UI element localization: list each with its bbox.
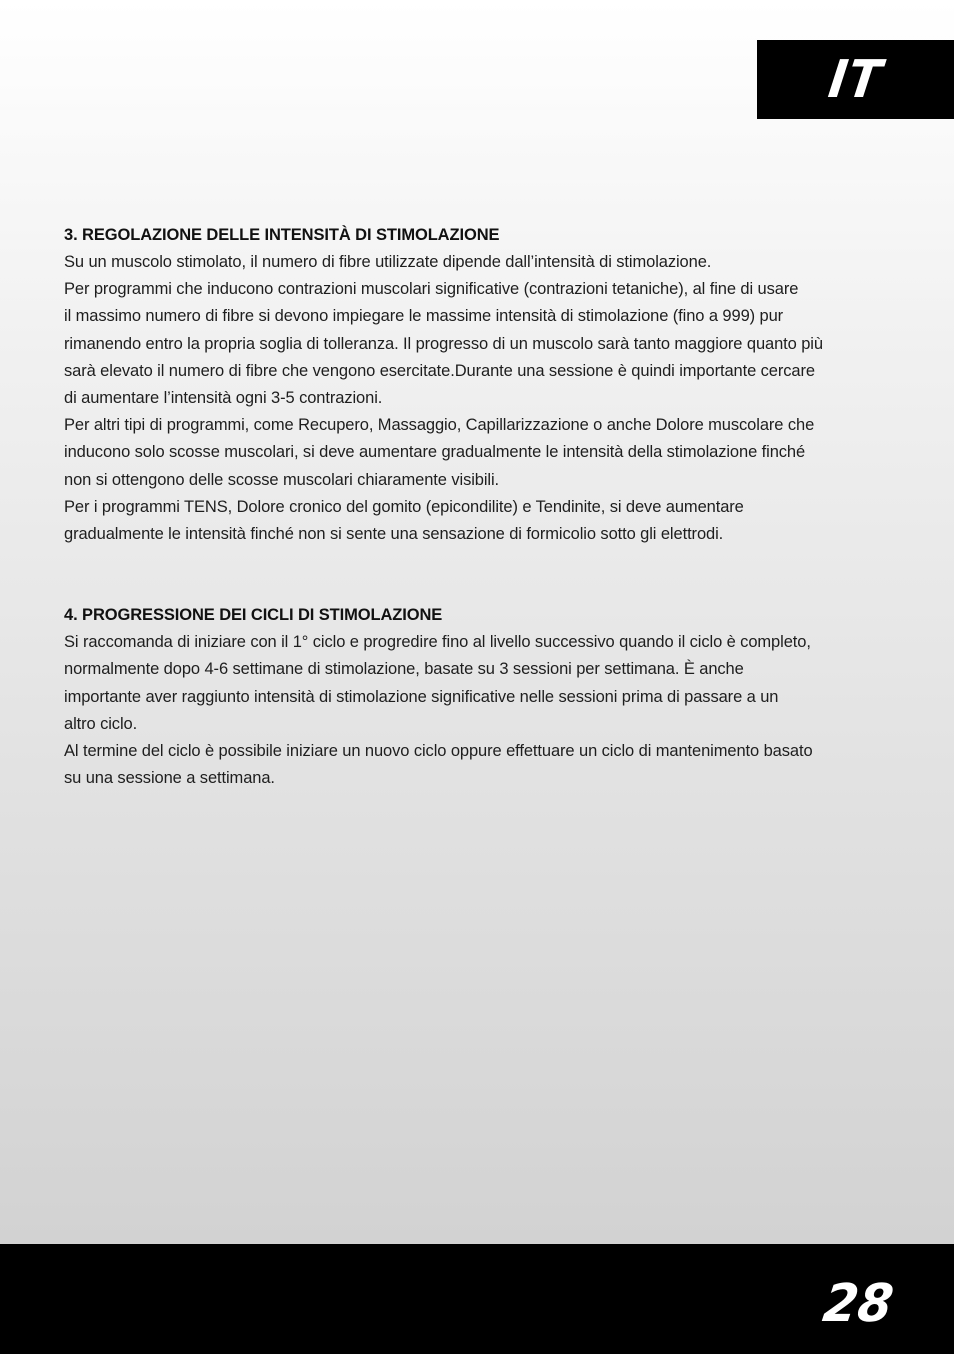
section-cycle-progression [64,602,890,792]
paragraph-line: Al termine del ciclo è possibile iniziare un nuovo ciclo oppure effettuare un ciclo di mantenimento basato [64,742,813,761]
paragraph-line: altro ciclo. [64,714,138,733]
paragraph-line: rimanendo entro la propria soglia di tolleranza. Il progresso di un muscolo sarà tanto maggiore quanto più [64,334,823,353]
paragraph-line: inducono solo scosse muscolari, si deve aumentare gradualmente le intensità della stimolazione finché [64,443,806,462]
paragraph-line: Su un muscolo stimolato, il numero di fibre utilizzate dipende dall’intensità di stimolazione. [64,253,712,271]
paragraph-line: il massimo numero di fibre si devono impiegare le massime intensità di stimolazione (fino a 999) pur [64,307,784,326]
language-code: IT [825,49,886,110]
paragraph-line: su una sessione a settimana. [64,769,275,788]
section-heading: 3. REGOLAZIONE DELLE INTENSITÀ DI STIMOLAZIONE [64,226,500,244]
paragraph-line: di aumentare l’intensità ogni 3-5 contrazioni. [64,389,383,408]
page-content [64,222,890,792]
paragraph-line: importante aver raggiunto intensità di stimolazione significative nelle sessioni prima di passare a un [64,687,779,706]
paragraph-line: Per programmi che inducono contrazioni muscolari significative (contrazioni tetaniche), al fine di usare [64,280,799,299]
paragraph-line: Per i programmi TENS, Dolore cronico del gomito (epicondilite) e Tendinite, si deve aumentare [64,497,744,516]
paragraph-line: Si raccomanda di iniziare con il 1° ciclo e progredire fino al livello successivo quando il ciclo è completo, [64,633,811,652]
page-footer [0,1244,954,1354]
paragraph-line: gradualmente le intensità finché non si sente una sensazione di formicolio sotto gli elettrodi. [64,525,724,544]
page-number: 28 [819,1274,897,1334]
section-stimulation-intensity [64,222,890,548]
section-heading: 4. PROGRESSIONE DEI CICLI DI STIMOLAZIONE [64,606,443,625]
paragraph-line: non si ottengono delle scosse muscolari chiaramente visibili. [64,470,500,489]
language-badge [757,40,954,119]
paragraph-line: Per altri tipi di programmi, come Recupero, Massaggio, Capillarizzazione o anche Dolore muscolare che [64,416,815,435]
paragraph-line: normalmente dopo 4-6 settimane di stimolazione, basate su 3 sessioni per settimana. È anche [64,660,744,679]
paragraph-line: sarà elevato il numero di fibre che vengono esercitate.Durante una sessione è quindi importante cercare [64,361,815,380]
